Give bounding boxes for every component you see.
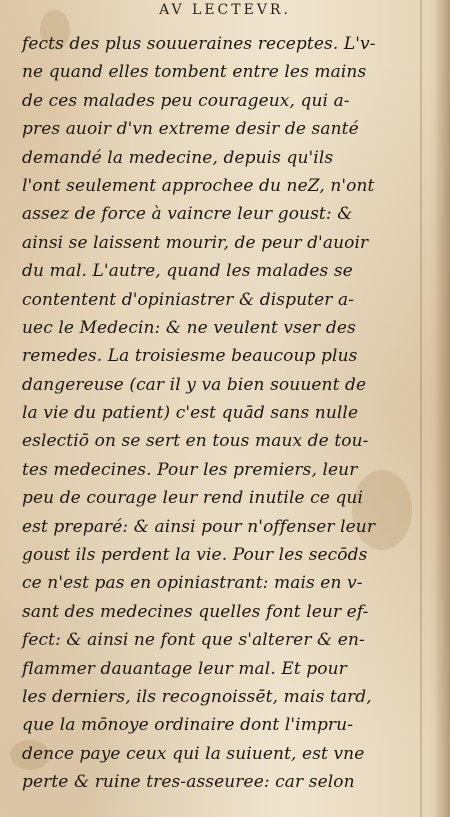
text-line: dence paye ceux qui la suiuent, est vne (22, 743, 365, 764)
text-line: l'ont seulement approchee du neZ, n'ont (22, 175, 375, 196)
text-line: goust ils perdent la vie. Pour les secōds (22, 545, 368, 566)
text-line: assez de force à vaincre leur goust: & (22, 204, 353, 225)
running-header: AV LECTEVR. (159, 2, 291, 18)
text-line: fect: & ainsi ne font que s'alterer & en- (22, 630, 365, 651)
text-line: uec le Medecin: & ne veulent vser des (22, 317, 356, 338)
text-line: ce n'est pas en opiniastrant: mais en v- (22, 573, 363, 594)
text-line: du mal. L'autre, quand les malades se (22, 261, 353, 282)
text-line: que la mōnoye ordinaire dont l'impru- (22, 715, 354, 736)
text-line: ne quand elles tombent entre les mains (22, 62, 367, 83)
text-line: contentent d'opiniastrer & disputer a- (22, 289, 355, 310)
text-line: eslectiō on se sert en tous maux de tou- (22, 431, 369, 452)
text-line: ainsi se laissent mourir, de peur d'auoir (22, 232, 369, 253)
text-line: demandé la medecine, depuis qu'ils (22, 147, 334, 168)
text-line: peu de courage leur rend inutile ce qui (22, 488, 364, 509)
text-line: fects des plus souueraines receptes. L'v- (22, 34, 376, 54)
text-line: pres auoir d'vn extreme desir de santé (22, 119, 359, 140)
text-line: est preparé: & ainsi pour n'offenser leur (22, 516, 376, 537)
text-line: la vie du patient) c'est quād sans nulle (22, 403, 359, 424)
text-line: flammer dauantage leur mal. Et pour (22, 658, 347, 679)
text-line: sant des medecines quelles font leur ef- (22, 601, 369, 622)
page-fold (420, 0, 422, 817)
text-line: les derniers, ils recognoissēt, mais tard, (22, 686, 372, 707)
body-text (22, 30, 414, 797)
text-line: tes medecines. Pour les premiers, leur (22, 459, 358, 480)
text-line: de ces malades peu courageux, qui a- (22, 90, 350, 111)
text-line: perte & ruine tres-asseuree: car selon (22, 772, 355, 793)
text-line: remedes. La troisiesme beaucoup plus (22, 346, 358, 367)
text-line: dangereuse (car il y va bien souuent de (22, 374, 367, 395)
page-edge-shadow (434, 0, 450, 817)
